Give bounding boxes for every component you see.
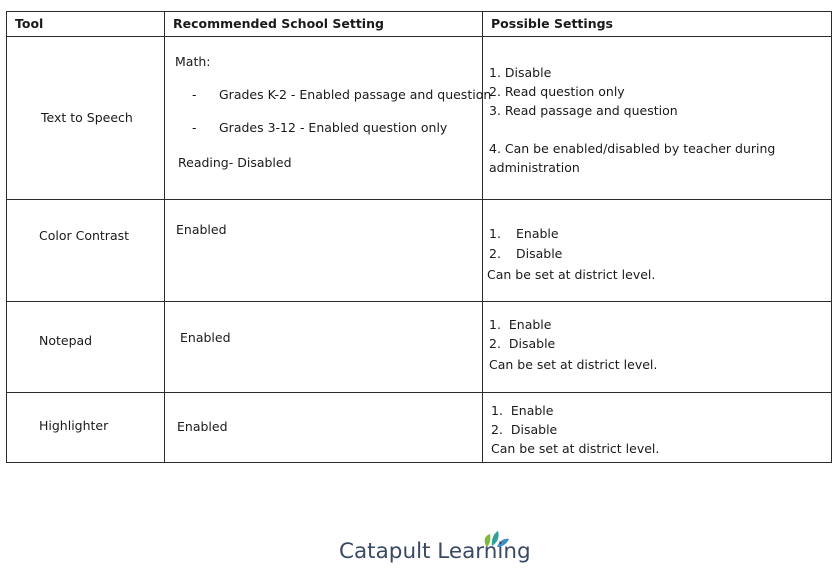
tool-name: Text to Speech (41, 110, 133, 125)
bullet-text: Grades K-2 - Enabled passage and question (219, 87, 492, 102)
bullet-dash: - (192, 120, 197, 135)
possible-cell (483, 200, 832, 302)
table-row (7, 200, 832, 302)
recommended-cell (165, 393, 483, 463)
option-item: 2. Read question only (489, 84, 625, 99)
recommended-cell (165, 37, 492, 200)
possible-cell (483, 37, 832, 200)
tool-name: Color Contrast (39, 228, 130, 243)
option-note: administration (489, 160, 580, 175)
option-item: 1. Enable (489, 317, 552, 332)
possible-cell (483, 393, 832, 463)
table-row (7, 37, 832, 200)
option-note: 4. Can be enabled/disabled by teacher during (489, 141, 776, 156)
tool-cell (7, 37, 165, 200)
logo-text: Catapult Learning (339, 539, 531, 564)
catapult-learning-logo (339, 537, 539, 569)
recommended-cell (165, 200, 483, 302)
tool-cell (7, 302, 165, 393)
option-item: 1. Enable (491, 403, 554, 418)
option-item: 1. Disable (489, 65, 552, 80)
option-item: 2. Disable (489, 336, 556, 351)
settings-table (6, 11, 832, 463)
table-row (7, 302, 832, 393)
header-possible: Possible Settings (483, 12, 832, 37)
tool-name: Notepad (39, 333, 93, 348)
option-note: Can be set at district level. (489, 357, 658, 372)
option-note: Can be set at district level. (487, 267, 656, 282)
option-item: 3. Read passage and question (489, 103, 678, 118)
tool-cell (7, 393, 165, 463)
recommended-value: Enabled (180, 330, 231, 345)
header-tool: Tool (7, 12, 165, 37)
tool-name: Highlighter (39, 418, 109, 433)
bullet-text: Grades 3-12 - Enabled question only (219, 120, 448, 135)
header-recommended: Recommended School Setting (165, 12, 483, 37)
option-note: Can be set at district level. (491, 441, 660, 456)
bullet-dash: - (192, 87, 197, 102)
recommended-value: Enabled (176, 222, 227, 237)
header-row (7, 12, 832, 37)
option-number: 1. (489, 226, 501, 241)
table-row (7, 393, 832, 463)
tool-cell (7, 200, 165, 302)
option-label: Disable (516, 246, 563, 261)
option-number: 2. (489, 246, 501, 261)
math-heading: Math: (175, 54, 211, 69)
possible-cell (483, 302, 832, 393)
recommended-cell (165, 302, 483, 393)
option-label: Enable (516, 226, 559, 241)
option-item: 2. Disable (491, 422, 558, 437)
recommended-value: Enabled (177, 419, 228, 434)
reading-setting: Reading- Disabled (178, 155, 292, 170)
